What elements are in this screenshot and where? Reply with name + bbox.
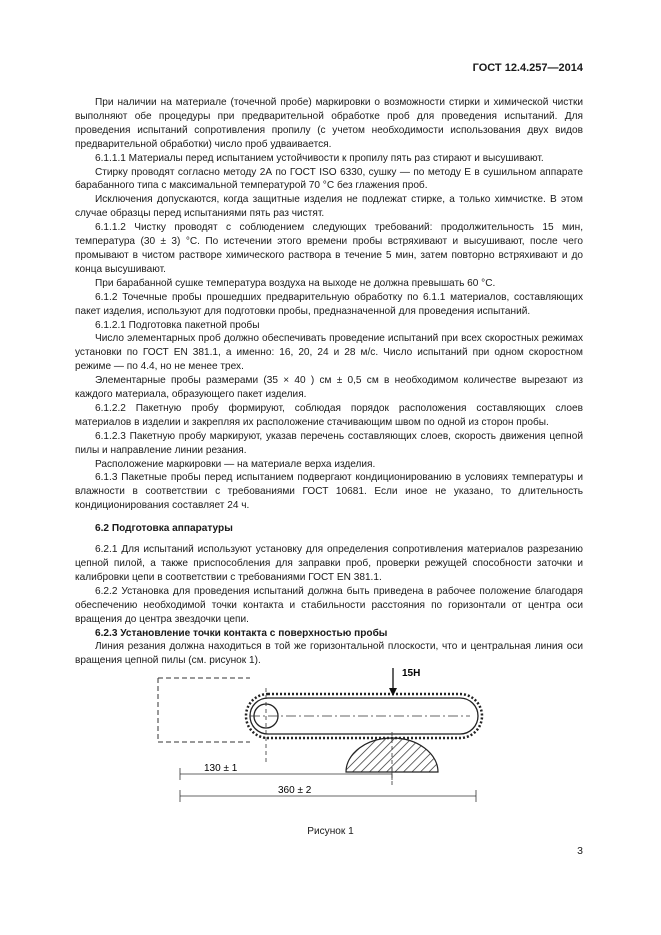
standard-header: ГОСТ 12.4.257—2014 <box>472 62 583 74</box>
paragraph: 6.1.2.2 Пакетную пробу формируют, соблюдая порядок расположения составляющих слоев материалов в изделии и закрепляя их расположение стачивающим швом по одной из сторон пробы. <box>75 402 583 428</box>
paragraph: Исключения допускаются, когда защитные изделия не подлежат стирке, а только химчистке. В этом случае образцы перед испытаниями пять раз чистят. <box>75 194 583 220</box>
paragraph: Расположение маркировки — на материале верха изделия. <box>95 458 376 470</box>
section-heading-6-2: 6.2 Подготовка аппаратуры <box>95 523 233 535</box>
paragraph: Стирку проводят согласно методу 2А по ГОСТ ISO 6330, сушку — по методу Е в сушильном аппарате барабанного типа с максимальной температурой 70 °С без глажения проб. <box>75 166 583 192</box>
paragraph: 6.1.2.3 Пакетную пробу маркируют, указав перечень составляющих слоев, скорость движения цепной пилы и направление линии резания. <box>75 430 583 456</box>
paragraph: 6.1.3 Пакетные пробы перед испытанием подвергают кондиционированию в условиях температуры и влажности в соответствии с требованиями ГОСТ 10681. Если иное не указано, то длительность кондиционирования составляет 24 ч. <box>75 472 583 512</box>
paragraph: Элементарные пробы размерами (35 × 40 ) см ± 0,5 см в необходимом количестве вырезают из каждого материала, образующего пакет изделия. <box>75 375 583 401</box>
paragraph: Линия резания должна находиться в той же горизонтальной плоскости, что и центральная линия оси вращения цепной пилы (см. рисунок 1). <box>75 641 583 667</box>
paragraph: При барабанной сушке температура воздуха на выходе не должна превышать 60 °С. <box>95 277 496 289</box>
saw-housing-outline <box>158 678 250 742</box>
force-label: 15Н <box>402 668 421 679</box>
document-body <box>75 96 583 668</box>
paragraph: При наличии на материале (точечной пробе) маркировки о возможности стирки и химической чистки выполняют обе процедуры при предварительной обработке проб для проведения испытаний. Для проведения испытаний сопротивления пропилу (с учетом необходимости использования двух видов предварительной обработки) число проб удваивается. <box>75 97 583 150</box>
paragraph: 6.1.1.1 Материалы перед испытанием устойчивости к пропилу пять раз стирают и высушивают. <box>95 152 544 164</box>
dim-130-label: 130 ± 1 <box>204 763 238 774</box>
figure-caption: Рисунок 1 <box>307 826 354 837</box>
paragraph: 6.2.2 Установка для проведения испытаний должна быть приведена в рабочее положение благодаря обеспечению необходимой точки контакта и стабильности расстояния по горизонтали от центра оси вращения до центра звездочки цепи. <box>75 585 583 625</box>
dim-360-label: 360 ± 2 <box>278 785 312 796</box>
paragraph: 6.1.2.1 Подготовка пакетной пробы <box>95 319 260 331</box>
paragraph: Число элементарных проб должно обеспечивать проведение испытаний при всех скоростных режимах установки по ГОСТ EN 381.1, а именно: 16, 20, 24 и 28 м/с. Число испытаний при одном скоростном режиме — по 4.4, но не менее трех. <box>75 333 583 373</box>
paragraph: 6.1.1.2 Чистку проводят с соблюдением следующих требований: продолжительность 15 мин, температура (30 ± 3) °С. По истечении этого времени пробы встряхивают и высушивают, после чего промывают в чистом растворе химического раствора в течение 5 мин, затем повторно встряхивают и до конца высушивают. <box>75 222 583 275</box>
page-number: 3 <box>577 845 583 857</box>
figure-1-chainsaw-diagram <box>150 660 490 805</box>
section-heading-6-2-3: 6.2.3 Установление точки контакта с поверхностью пробы <box>95 627 388 639</box>
paragraph: 6.2.1 Для испытаний используют установку для определения сопротивления материалов разрезанию цепной пилой, а также приспособления для заправки проб, проверки режущей способности заточки и калибровки цепи в соответствии с требованиями ГОСТ EN 381.1. <box>75 544 583 583</box>
paragraph: 6.1.2 Точечные пробы прошедших предварительную обработку по 6.1.1 материалов, составляющих пакет изделия, используют для подготовки пробы, предназначенной для проведения испытаний. <box>75 291 583 317</box>
